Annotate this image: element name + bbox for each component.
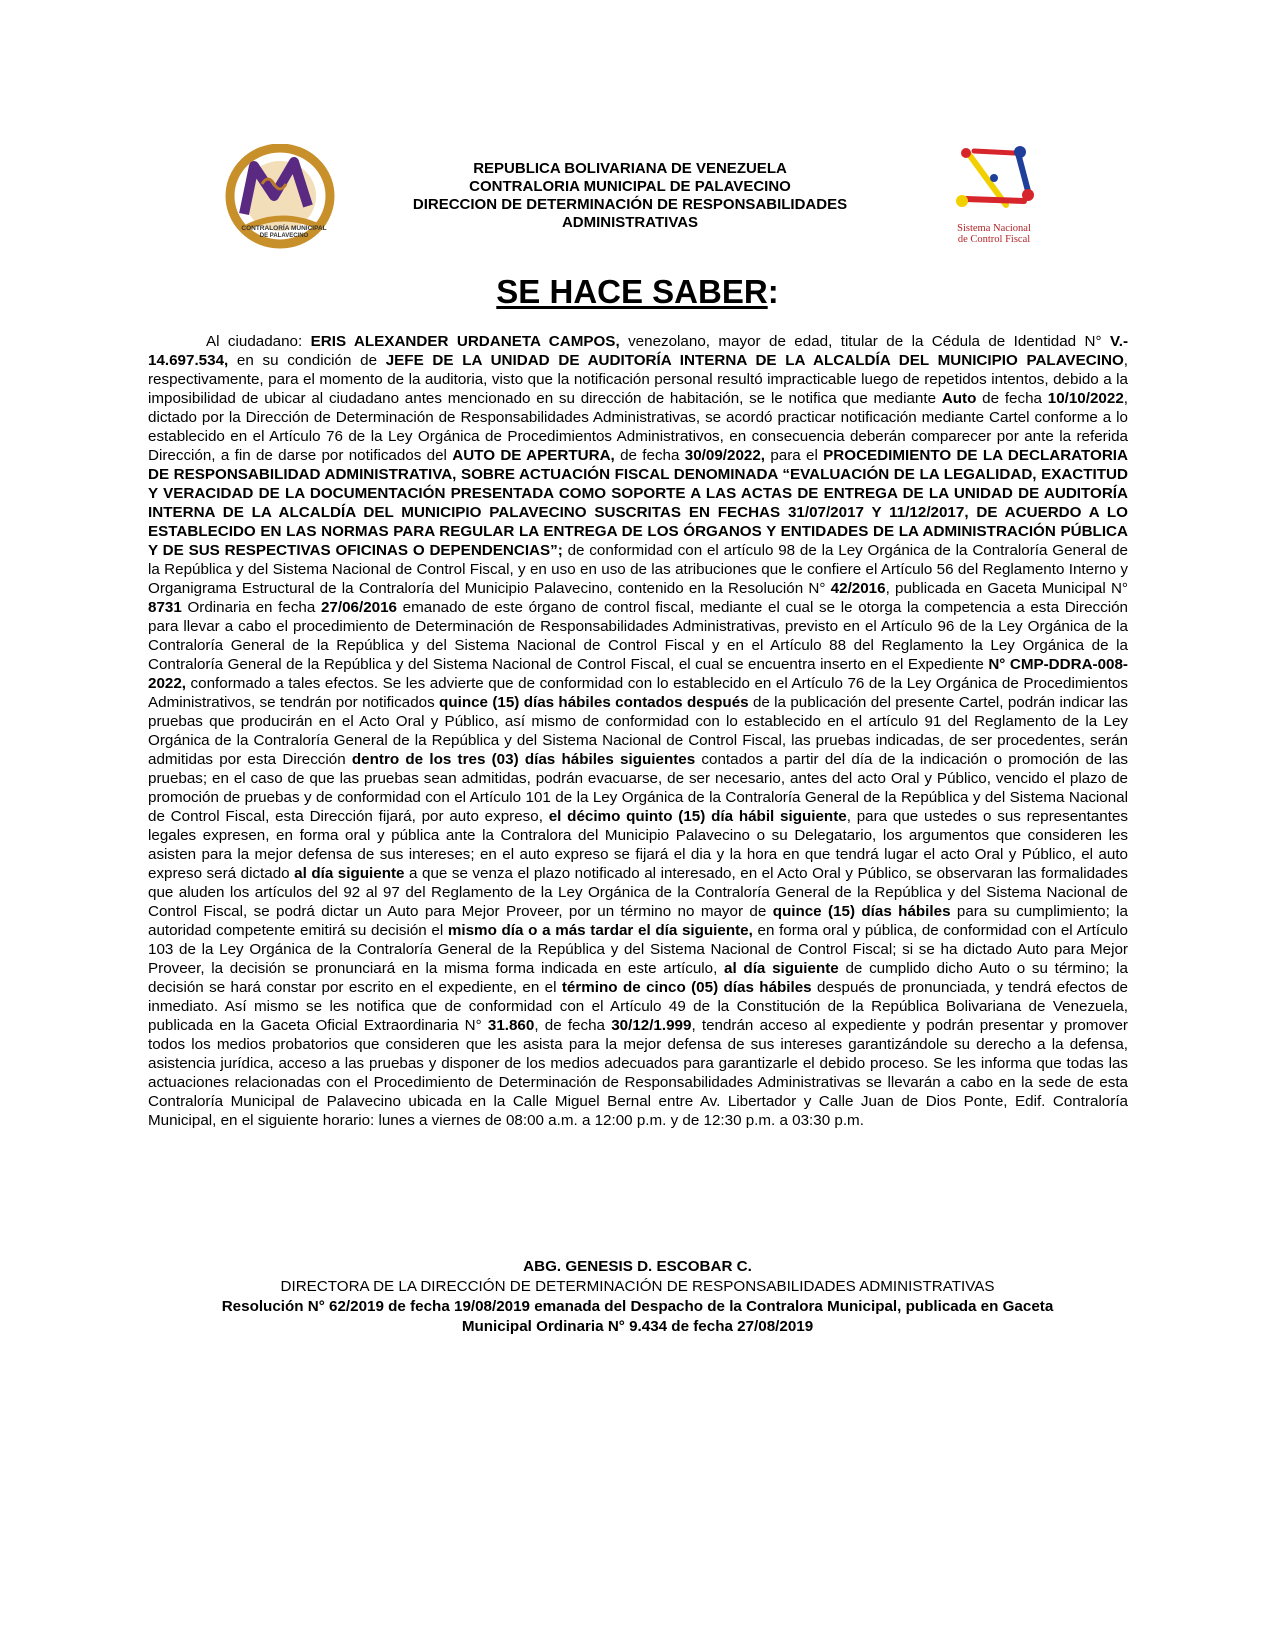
body-bold-segment: 10/10/2022 — [1047, 390, 1124, 407]
header-line-2: CONTRALORIA MUNICIPAL DE PALAVECINO — [469, 178, 791, 195]
body-bold-segment: 8731 — [148, 599, 182, 616]
body-text-segment: a que se venza el plazo notificado al interesado, en el Acto Oral y Público, se observaran las formalidades que aluden los artículos del 92 al 97 del Reglamento de la Ley Orgánica de la Contraloría General de la República y del Sistema Nacional de Control Fiscal, se podrá dictar un Auto para Mejor Proveer, por un término no mayor de — [148, 865, 1128, 920]
body-bold-segment: 30/09/2022, — [684, 447, 765, 464]
body-text-segment: Ordinaria en fecha — [181, 599, 321, 616]
body-text-segment: de conformidad con el artículo 98 de la Ley Orgánica de la Contraloría General de la República y del Sistema Nacional de Control Fiscal, y en uso en uso de las atribuciones que le confiere el Artículo 56 del Reglamento Interno y Organigrama Estructural de la Contraloría del Municipio Palavecino, contenido en la Resolución N° — [148, 542, 1128, 597]
body-bold-segment: V.- 14.697.534, — [148, 333, 1129, 369]
right-logo-text-1: Sistema Nacional — [957, 223, 1031, 234]
contraloria-logo-icon — [222, 144, 346, 252]
resolution-line-1: Resolución N° 62/2019 de fecha 19/08/2019 emanada del Despacho de la Contralora Municipal, publicada en Gaceta — [221, 1298, 1054, 1315]
body-bold-segment: término de cinco (05) días hábiles — [561, 979, 812, 996]
body-bold-segment: 31.860 — [487, 1017, 535, 1034]
body-bold-segment: AUTO DE APERTURA, — [452, 447, 615, 464]
document-header — [380, 160, 880, 232]
body-text-segment: , para que ustedes o sus representantes legales expresen, en forma oral y pública ante la Contralora del Municipio Palavecino o su Delegatario, los argumentos que consideren les asisten para la mejor defensa de sus intereses; en el auto expreso se fijará el dia y la hora en que tendrá lugar el acto Oral y Público, el auto expreso será dictado — [148, 808, 1128, 882]
body-bold-segment: PROCEDIMIENTO DE LA DECLARATORIA DE RESPONSABILIDAD ADMINISTRATIVA, SOBRE ACTUACIÓN FISCAL DENOMINADA “EVALUACIÓN DE LA LEGALIDAD, EXACTITUD Y VERACIDAD DE LA DOCUMENTACIÓN PRESENTADA COMO SOPORTE A LAS ACTAS DE ENTREGA DE LA UNIDAD DE AUDITORÍA INTERNA DE LA ALCALDÍA DEL MUNICIPIO PALAVECINO SUSCRITAS EN FECHAS 31/07/2017 Y 11/12/2017, DE ACUERDO A LO ESTABLECIDO EN LAS NORMAS PARA REGULAR LA ENTREGA DE LOS ÓRGANOS Y ENTIDADES DE LA ADMINISTRACIÓN PÚBLICA Y DE SUS RESPECTIVAS OFICINAS O DEPENDENCIAS”; — [148, 447, 1128, 559]
left-logo-text-1: CONTRALORÍA MUNICIPAL — [241, 225, 327, 232]
body-text-segment: para el — [765, 447, 824, 464]
notice-body — [148, 332, 1128, 1130]
page-title — [0, 273, 1275, 311]
body-text-segment: contados a partir del día de la indicación o promoción de las pruebas; en el caso de que las pruebas sean admitidas, podrán evacuarse, de ser necesario, antes del acto Oral y Público, vencido el plazo de promoción de pruebas y de conformidad con el Artículo 101 de la Ley Orgánica de la Contraloría General de la República y del Sistema Nacional de Control Fiscal, esta Dirección fijará, por auto expreso, — [148, 751, 1128, 825]
body-text-segment: , publicada en Gaceta Municipal N° — [885, 580, 1128, 597]
body-bold-segment: al día siguiente — [294, 865, 405, 882]
body-text-segment: de fecha — [976, 390, 1048, 407]
body-bold-segment: Auto — [941, 390, 977, 407]
signatory-name: ABG. GENESIS D. ESCOBAR C. — [523, 1258, 752, 1275]
body-text-segment: , de fecha — [534, 1017, 612, 1034]
header-line-3: DIRECCION DE DETERMINACIÓN DE RESPONSABILIDADES — [412, 196, 848, 213]
body-text-segment: , dictado por la Dirección de Determinación de Responsabilidades Administrativas, se acordó practicar notificación mediante Cartel conforme a lo establecido en el Artículo 76 de la Ley Orgánica de Procedimientos Administrativos, en consecuencia deberán comparecer por ante la referida Dirección, a fin de darse por notificados del — [148, 390, 1128, 464]
body-text-segment: después de pronunciada, y tendrá efectos de inmediato. Así mismo se les notifica que de conformidad con el Artículo 49 de la Constitución de la República Bolivariana de Venezuela, publicada en la Gaceta Oficial Extraordinaria N° — [148, 979, 1129, 1034]
body-bold-segment: 30/12/1.999 — [611, 1017, 692, 1034]
body-bold-segment: quince (15) días hábiles contados después — [439, 694, 749, 711]
signatory-position: DIRECTORA DE LA DIRECCIÓN DE DETERMINACIÓN DE RESPONSABILIDADES ADMINISTRATIVAS — [280, 1278, 995, 1295]
body-bold-segment: al día siguiente — [724, 960, 839, 977]
body-bold-segment: JEFE DE LA UNIDAD DE AUDITORÍA INTERNA DE LA ALCALDÍA DEL MUNICIPIO PALAVECINO — [385, 352, 1124, 369]
body-text-segment: emanado de este órgano de control fiscal, mediante el cual se le otorga la competencia a esta Dirección para llevar a cabo el procedimiento de Determinación de Responsabilidades Administrativas, previsto en el Artículo 96 de la Ley Orgánica de la Contraloría General de la República y del Sistema Nacional de Control Fiscal y en el Artículo 88 del Reglamento la Ley Orgánica de la Contraloría General de la República y del Sistema Nacional de Control Fiscal, el cual se encuentra inserto en el Expediente — [148, 599, 1128, 673]
control-fiscal-logo-graphic — [944, 143, 1044, 223]
body-bold-segment: el décimo quinto (15) día hábil siguiente — [548, 808, 847, 825]
left-logo-text-2: DE PALAVECINO — [259, 233, 309, 239]
body-text-segment: , respectivamente, para el momento de la auditoria, visto que la notificación personal resultó impracticable luego de repetidos intentos, debido a la imposibilidad de ubicar al ciudadano antes mencionado en su dirección de habitación, se le notifica que mediante — [148, 352, 1129, 407]
body-text-segment: en forma oral y pública, de conformidad con el Artículo 103 de la Ley Orgánica de la Contraloría General de la República y del Sistema Nacional de Control Fiscal; si se ha dictado Auto para Mejor Proveer, la decisión se pronunciará en la misma forma indicada en este artículo, — [148, 922, 1128, 977]
contraloria-logo-graphic — [222, 144, 346, 252]
body-bold-segment: dentro de los tres (03) días hábiles siguientes — [351, 751, 696, 768]
body-text-segment: venezolano, mayor de edad, titular de la Cédula de Identidad N° — [619, 333, 1110, 350]
header-line-1: REPUBLICA BOLIVARIANA DE VENEZUELA — [473, 160, 787, 177]
body-bold-segment: ERIS ALEXANDER URDANETA CAMPOS, — [310, 333, 620, 350]
body-bold-segment: N° CMP-DDRA-008-2022, — [148, 656, 1128, 692]
sistema-control-fiscal-logo-icon — [944, 143, 1044, 247]
body-text-segment: de cumplido dicho Auto o su término; la decisión se hará constar por escrito en el expediente, en el — [148, 960, 1128, 996]
body-text-segment: para su cumplimiento; la autoridad competente emitirá su decisión el — [148, 903, 1128, 939]
body-text-segment: conformado a tales efectos. Se les advierte que de conformidad con lo establecido en el Artículo 76 de la Ley Orgánica de Procedimientos Administrativos, se tendrán por notificados — [148, 675, 1128, 711]
right-logo-text-2: de Control Fiscal — [957, 234, 1031, 245]
resolution-line-2: Municipal Ordinaria N° 9.434 de fecha 27/08/2019 — [461, 1318, 814, 1335]
body-bold-segment: 27/06/2016 — [320, 599, 397, 616]
body-text-segment: Al ciudadano: — [206, 333, 311, 350]
body-bold-segment: 42/2016 — [830, 580, 886, 597]
signature-block — [0, 1257, 1275, 1337]
control-fiscal-logo-text — [944, 223, 1044, 245]
body-text-segment: de la publicación del presente Cartel, podrán indicar las pruebas que producirán en el Acto Oral y Público, así mismo de conformidad con lo establecido en el artículo 91 del Reglamento de la Ley Orgánica de la Contraloría General de la República y del Sistema Nacional de Control Fiscal, las pruebas indicadas, de ser procedentes, serán admitidas por esta Dirección — [148, 694, 1128, 768]
body-text-segment: en su condición de — [228, 352, 386, 369]
title-text: SE HACE SABER — [496, 273, 768, 310]
header-line-4: ADMINISTRATIVAS — [561, 214, 699, 231]
title-suffix: : — [767, 273, 779, 310]
body-text-segment: , tendrán acceso al expediente y podrán presentar y promover todos los medios probatorios que consideren que les asista para la mejor defensa de sus intereses garantizándole su derecho a la defensa, asistencia jurídica, acceso a las pruebas y disponer de los medios adecuados para garantizarle el debido proceso. Se les informa que todas las actuaciones relacionadas con el Procedimiento de Determinación de Responsabilidades Administrativas se llevarán a cabo en la sede de esta Contraloría Municipal de Palavecino ubicada en la Calle Miguel Bernal entre Av. Libertador y Calle Juan de Dios Ponte, Edif. Contraloría Municipal, en el siguiente horario: lunes a viernes de 08:00 a.m. a 12:00 p.m. y de 12:30 p.m. a 03:30 p.m. — [148, 1017, 1128, 1129]
body-bold-segment: quince (15) días hábiles — [772, 903, 951, 920]
body-bold-segment: mismo día o a más tardar el día siguiente, — [447, 922, 753, 939]
body-text-segment: de fecha — [614, 447, 685, 464]
